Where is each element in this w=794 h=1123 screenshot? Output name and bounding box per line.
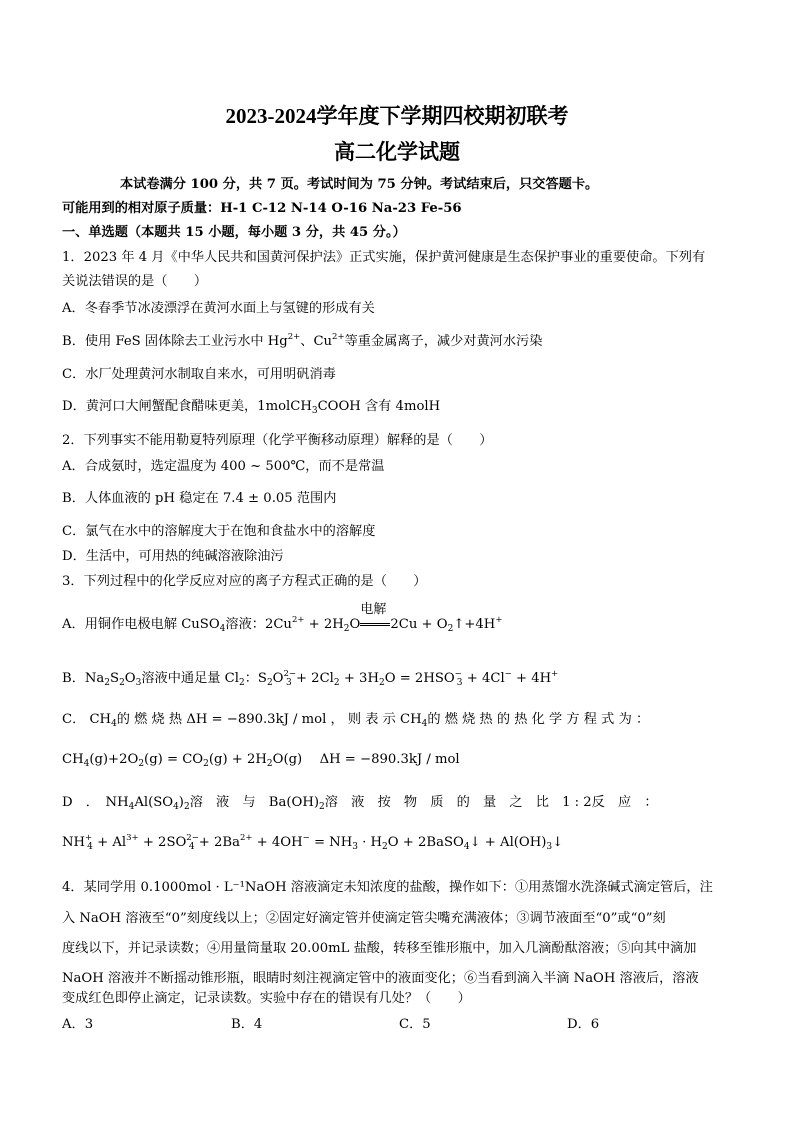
q1-stem-line1: 1．2023 年 4 月《中华人民共和国黄河保护法》正式实施，保护黄河健康是生态保护事业的重要使命。下列有 — [62, 250, 706, 265]
q4-option-b: B．4 — [231, 1017, 263, 1032]
q4-line5: 变成红色即停止滴定，记录读数。实验中存在的错误有几处？（ ） — [62, 991, 471, 1006]
q2-option-b: B．人体血液的 pH 稳定在 7.4 ± 0.05 范围内 — [62, 491, 337, 506]
q1-b-text-3: 等重金属离子，减少对黄河水污染 — [344, 334, 543, 349]
q1-b-sup-2: 2+ — [332, 332, 345, 342]
q3-c-text-1: C． CH — [62, 712, 112, 727]
q1-b-text-2: 、Cu — [300, 334, 333, 349]
q3-option-d-equation: $NH^+_4 + Al^{3+} + 2SO^{2-}_4 + 2Ba^{2+} + 4OH^- = NH_3 \cdot H_2O$ + 2BaSO$_4$↓ + $Al(OH)_3↓$ — [62, 833, 564, 852]
q4-option-a: A．3 — [62, 1017, 94, 1032]
q1-option-a: A．冬春季节冰凌漂浮在黄河水面上与氢键的形成有关 — [62, 301, 375, 316]
q4-line1: 4．某同学用 0.1000mol · L⁻¹NaOH 溶液滴定未知浓度的盐酸，操作如下：①用蒸馏水洗涤碱式滴定管后，注 — [62, 880, 713, 895]
exam-info: 本试卷满分 100 分，共 7 页。考试时间为 75 分钟。考试结束后，只交答题卡。 — [120, 177, 599, 192]
q3-b-text: B．Na — [62, 671, 105, 686]
q3-d-text-2: 溶 液 与 Ba(OH) — [189, 795, 319, 810]
q3-option-c-equation: $CH_4(g)+2O_2(g) = CO_2(g) + 2H_2O(g)$ ΔH = −890.3kJ / mol — [62, 752, 460, 769]
q3-c-text-3: 的 燃 烧 热 的 热 化 学 方 程 式 为 ： — [427, 712, 650, 727]
q1-d-sub: 3 — [311, 406, 318, 416]
q3-stem: 3．下列过程中的化学反应对应的离子方程式正确的是（ ） — [62, 574, 427, 589]
q3-option-c-line1: C． $CH_4$的 燃 烧 热 ΔH = −890.3kJ / mol ， 则 表 示 $CH_4$的 燃 烧 热 的 热 化 学 方 程 式 为 ： — [62, 712, 650, 729]
q1-option-d — [62, 398, 440, 417]
q1-d-text-1: D．黄河口大闸蟹配食醋味更美，1molCH — [62, 399, 312, 414]
q2-option-a: A．合成氨时，选定温度为 400 ~ 500℃，而不是常温 — [62, 459, 385, 474]
q4-option-d: D．6 — [567, 1017, 600, 1032]
q2-option-d: D．生活中，可用热的纯碱溶液除油污 — [62, 549, 284, 564]
q1-d-text-2: COOH 含有 4molH — [317, 399, 441, 414]
q1-option-b — [62, 333, 542, 352]
q3-option-b: B．$Na_2S_2O_3$溶液中通足量 $Cl_2$：$S_2O^{2-}_3 + 2Cl_2 + 3H_2O = 2HSO^-_3 + 4Cl^- + 4H^+$ — [62, 669, 559, 688]
atomic-masses: 可能用到的相对原子质量：H-1 C-12 N-14 O-16 Na-23 Fe-56 — [62, 201, 462, 216]
q3-d-text-3: 溶 液 按 物 质 的 量 之 比 1 : 2反 应 ： — [324, 795, 658, 810]
q3-c-dh: ΔH = −890.3kJ / mol — [319, 752, 460, 767]
q3-c-text-2: 的 燃 烧 热 ΔH = −890.3kJ / mol ， 则 表 示 CH — [116, 712, 422, 727]
exam-subtitle: 高二化学试题 — [334, 140, 460, 164]
q1-b-sup-1: 2+ — [287, 332, 301, 342]
electrolysis-label: 电解 — [360, 602, 387, 617]
q2-stem: 2．下列事实不能用勒夏特列原理（化学平衡移动原理）解释的是（ ） — [62, 433, 493, 448]
exam-title: 2023-2024学年度下学期四校期初联考 — [225, 104, 569, 128]
q1-stem-line2: 关说法错误的是（ ） — [62, 274, 208, 289]
q3-c-eq: (g)+2O — [89, 752, 139, 767]
q3-option-d-line1: D ． $NH_4Al(SO_4)_2$溶 液 与 $Ba(OH)_2$溶 液 按 物 质 的 量 之 比 1 : 2反 应 ： — [62, 795, 658, 812]
q4-option-c: C．5 — [399, 1017, 431, 1032]
q4-line3: 度线以下，并记录读数；④用量筒量取 20.00mL 盐酸，转移至锥形瓶中，加入几滴酚酞溶液；⑤向其中滴加 — [62, 941, 697, 956]
q3-option-a: A．用铜作电极电解 CuSO$_4$溶液：$2Cu^{2+} + 2H_2O$ 电解 $2Cu + O_2↑+4H^+$ — [62, 602, 503, 634]
q4-line4: NaOH 溶液并不断摇动锥形瓶，眼睛时刻注视滴定管中的液面变化；⑥当看到滴入半滴 NaOH 溶液后，溶液 — [62, 971, 699, 986]
electrolysis-condition — [360, 602, 390, 634]
q1-option-c: C．水厂处理黄河水制取自来水，可用明矾消毒 — [62, 367, 336, 382]
q2-option-c: C．氯气在水中的溶解度大于在饱和食盐水中的溶解度 — [62, 524, 376, 539]
q1-b-text-1: B．使用 FeS 固体除去工业污水中 Hg — [62, 334, 288, 349]
q3-a-text: A．用铜作电极电解 CuSO — [62, 617, 220, 632]
q4-line2: 入 NaOH 溶液至“0”刻度线以上；②固定好滴定管并使滴定管尖嘴充满液体；③调节液面至“0”或“0”刻 — [62, 911, 666, 926]
q3-d-text-1: D ． — [62, 795, 93, 810]
section-heading: 一、单选题（本题共 15 小题，每小题 3 分，共 45 分。） — [62, 225, 406, 240]
